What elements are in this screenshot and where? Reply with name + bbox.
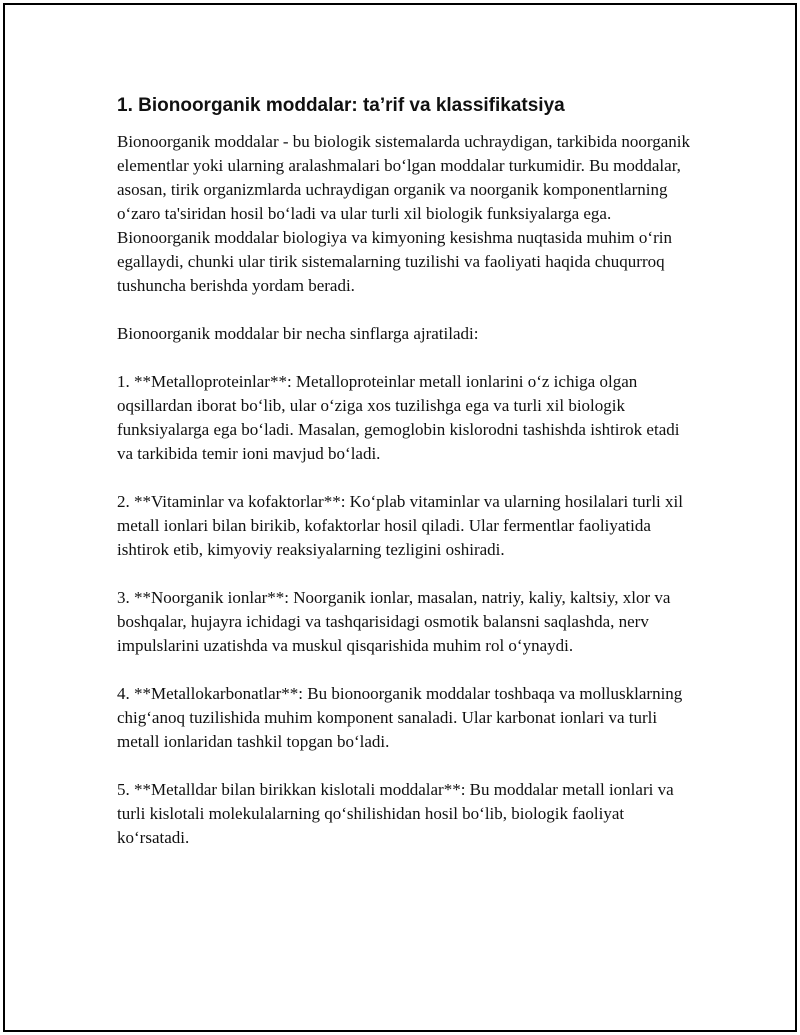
section-heading: 1. Bionoorganik moddalar: ta’rif va klassifikatsiya xyxy=(117,95,565,116)
list-item-metalloproteins: 1. **Metalloproteinlar**: Metalloproteinlar metall ionlarini oʻz ichiga olgan oqsillardan iborat boʻlib, ular oʻziga xos tuzilishga ega va turli xil biologik funksiyalarga ega boʻladi. Masalan, gemoglobin kislorodni tashishda ishtirok etadi va tarkibida temir ioni mavjud boʻladi. xyxy=(117,372,680,463)
list-item-vitamins: 2. **Vitaminlar va kofaktorlar**: Koʻplab vitaminlar va ularning hosilalari turli xil metall ionlari bilan birikib, kofaktorlar hosil qiladi. Ular fermentlar faoliyatida ishtirok etib, kimyoviy reaksiyalarning tezligini oshiradi. xyxy=(117,492,683,559)
list-item-inorganic-ions: 3. **Noorganik ionlar**: Noorganik ionlar, masalan, natriy, kaliy, kaltsiy, xlor va boshqalar, hujayra ichidagi va tashqarisidagi osmotik balansni saqlashda, nerv impulslarini uzatishda va muskul qisqarishida muhim rol oʻynaydi. xyxy=(117,588,671,655)
classes-intro-paragraph: Bionoorganik moddalar bir necha sinflarga ajratiladi: xyxy=(117,324,479,343)
document-body xyxy=(117,92,697,874)
list-item-metallocarbonates: 4. **Metallokarbonatlar**: Bu bionoorganik moddalar toshbaqa va mollusklarning chigʻanoq tuzilishida muhim komponent sanaladi. Ular karbonat ionlari va turli metall ionlaridan tashkil topgan boʻladi. xyxy=(117,684,683,751)
intro-paragraph: Bionoorganik moddalar - bu biologik sistemalarda uchraydigan, tarkibida noorganik elementlar yoki ularning aralashmalari boʻlgan moddalar turkumidir. Bu moddalar, asosan, tirik organizmlarda uchraydigan organik va noorganik komponentlarning oʻzaro ta'siridan hosil boʻladi va ular turli xil biologik funksiyalarga ega. Bionoorganik moddalar biologiya va kimyoning kesishma nuqtasida muhim oʻrin egallaydi, chunki ular tirik sistemalarning tuzilishi va faoliyati haqida chuqurroq tushuncha berishda yordam beradi. xyxy=(117,132,690,295)
list-item-acidic-compounds: 5. **Metalldar bilan birikkan kislotali moddalar**: Bu moddalar metall ionlari va turli kislotali molekulalarning qoʻshilishidan hosil boʻlib, biologik faoliyat koʻrsatadi. xyxy=(117,780,674,847)
